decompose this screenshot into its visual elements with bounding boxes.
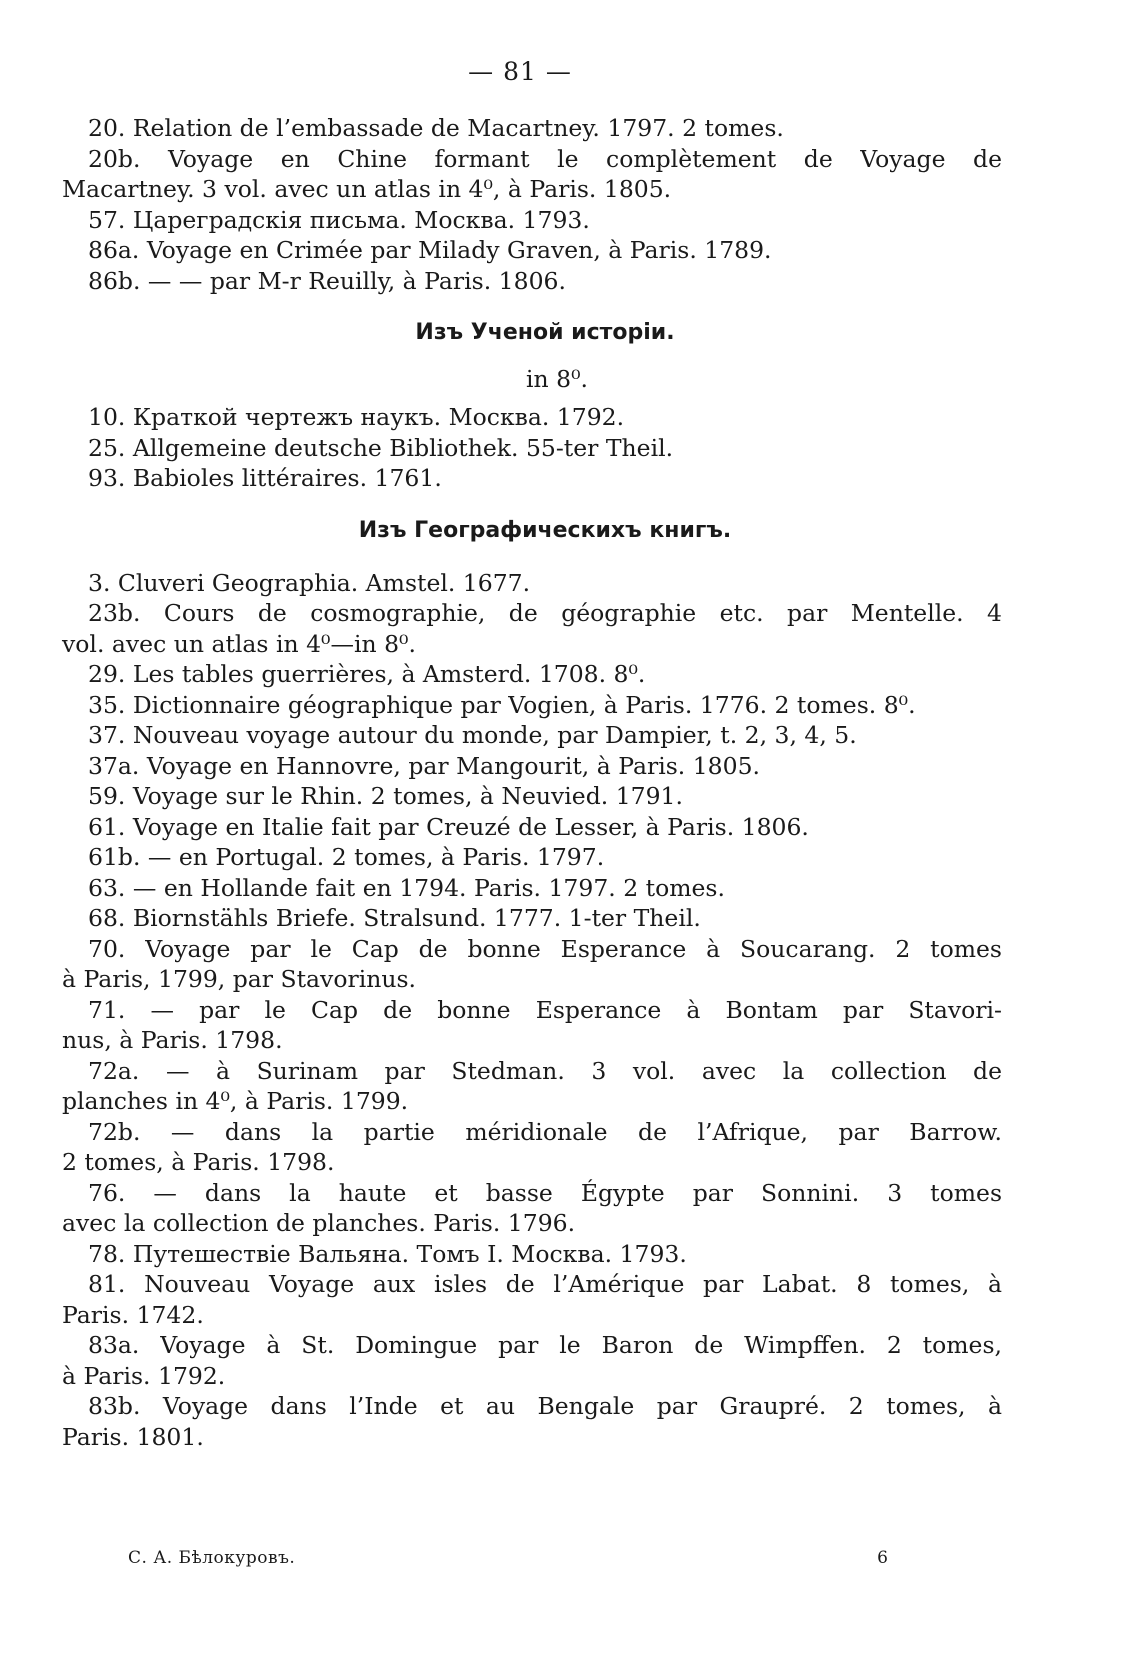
catalog-line: 72a. — à Surinam par Stedman. 3 vol. avec la collection de	[88, 1056, 1002, 1085]
entries-block-travel	[62, 113, 1002, 296]
section-heading-geographic-books: Изъ Географическихъ книгъ.	[358, 517, 732, 543]
entries-block-geographic	[62, 568, 1002, 1453]
sheet-number: 6	[877, 1548, 888, 1568]
catalog-line: 23b. Cours de cosmographie, de géographie etc. par Mentelle. 4	[88, 599, 1002, 627]
catalog-line: 37. Nouveau voyage autour du monde, par Dampier, t. 2, 3, 4, 5.	[88, 721, 857, 749]
section-heading-learned-history: Изъ Ученой исторіи.	[415, 320, 675, 345]
catalog-line: 37a. Voyage en Hannovre, par Mangourit, à Paris. 1805.	[88, 751, 761, 780]
catalog-line: 78. Путешествіе Вальяна. Томъ I. Москва. 1793.	[88, 1239, 687, 1268]
catalog-line: 83a. Voyage à St. Domingue par le Baron de Wimpffen. 2 tomes,	[88, 1331, 1002, 1359]
catalog-line: 10. Краткой чертежъ наукъ. Москва. 1792.	[88, 403, 625, 431]
catalog-line: à Paris, 1799, par Stavorinus.	[62, 965, 417, 993]
section-format-note: in 8⁰.	[526, 365, 588, 393]
catalog-line: 76. — dans la haute et basse Égypte par Sonnini. 3 tomes	[88, 1178, 1002, 1207]
catalog-line: 59. Voyage sur le Rhin. 2 tomes, à Neuvied. 1791.	[88, 782, 683, 810]
catalog-line: 61. Voyage en Italie fait par Creuzé de Lesser, à Paris. 1806.	[88, 812, 809, 841]
catalog-entries	[62, 113, 1002, 1452]
catalog-line: 81. Nouveau Voyage aux isles de l’Amérique par Labat. 8 tomes, à	[88, 1270, 1002, 1298]
catalog-line: 83b. Voyage dans l’Inde et au Bengale par Graupré. 2 tomes, à	[88, 1392, 1002, 1420]
catalog-line: 86b. — — par M-r Reuilly, à Paris. 1806.	[88, 266, 566, 295]
catalog-line: 86a. Voyage en Crimée par Milady Graven, à Paris. 1789.	[88, 236, 772, 264]
catalog-line: 71. — par le Cap de bonne Esperance à Bontam par Stavori-	[88, 995, 1002, 1024]
entries-block-learned-history	[62, 402, 1002, 494]
catalog-line: planches in 4⁰, à Paris. 1799.	[62, 1087, 409, 1115]
catalog-line: Paris. 1801.	[62, 1422, 204, 1451]
catalog-line: Paris. 1742.	[62, 1300, 204, 1329]
author-signature: С. А. Бѣлокуровъ.	[128, 1548, 296, 1568]
catalog-line: 61b. — en Portugal. 2 tomes, à Paris. 1797.	[88, 843, 605, 871]
catalog-line: 25. Allgemeine deutsche Bibliothek. 55-ter Theil.	[88, 433, 674, 462]
catalog-line: 57. Цареградскія письма. Москва. 1793.	[88, 205, 590, 234]
catalog-line: 35. Dictionnaire géographique par Vogien, à Paris. 1776. 2 tomes. 8⁰.	[88, 690, 916, 719]
catalog-line: 93. Babioles littéraires. 1761.	[88, 464, 442, 492]
catalog-line: vol. avec un atlas in 4⁰—in 8⁰.	[62, 629, 416, 658]
catalog-line: 20b. Voyage en Chine formant le complètement de Voyage de	[88, 144, 1002, 173]
catalog-line: avec la collection de planches. Paris. 1796.	[62, 1209, 576, 1237]
catalog-line: 63. — en Hollande fait en 1794. Paris. 1797. 2 tomes.	[88, 873, 725, 902]
catalog-line: Macartney. 3 vol. avec un atlas in 4⁰, à Paris. 1805.	[62, 175, 672, 203]
catalog-line: 3. Cluveri Geographia. Amstel. 1677.	[88, 568, 531, 597]
catalog-line: 72b. — dans la partie méridionale de l’Afrique, par Barrow.	[88, 1117, 1002, 1146]
catalog-line: 29. Les tables guerrières, à Amsterd. 1708. 8⁰.	[88, 660, 646, 688]
catalog-line: 20. Relation de l’embassade de Macartney. 1797. 2 tomes.	[88, 114, 784, 142]
catalog-line: 70. Voyage par le Cap de bonne Esperance à Soucarang. 2 tomes	[88, 934, 1002, 963]
page-number: — 81 —	[468, 57, 572, 86]
catalog-line: à Paris. 1792.	[62, 1361, 226, 1390]
catalog-line: 2 tomes, à Paris. 1798.	[62, 1148, 335, 1176]
catalog-line: nus, à Paris. 1798.	[62, 1026, 283, 1054]
page-footer	[128, 1548, 888, 1568]
catalog-line: 68. Biornstähls Briefe. Stralsund. 1777. 1-ter Theil.	[88, 904, 701, 932]
